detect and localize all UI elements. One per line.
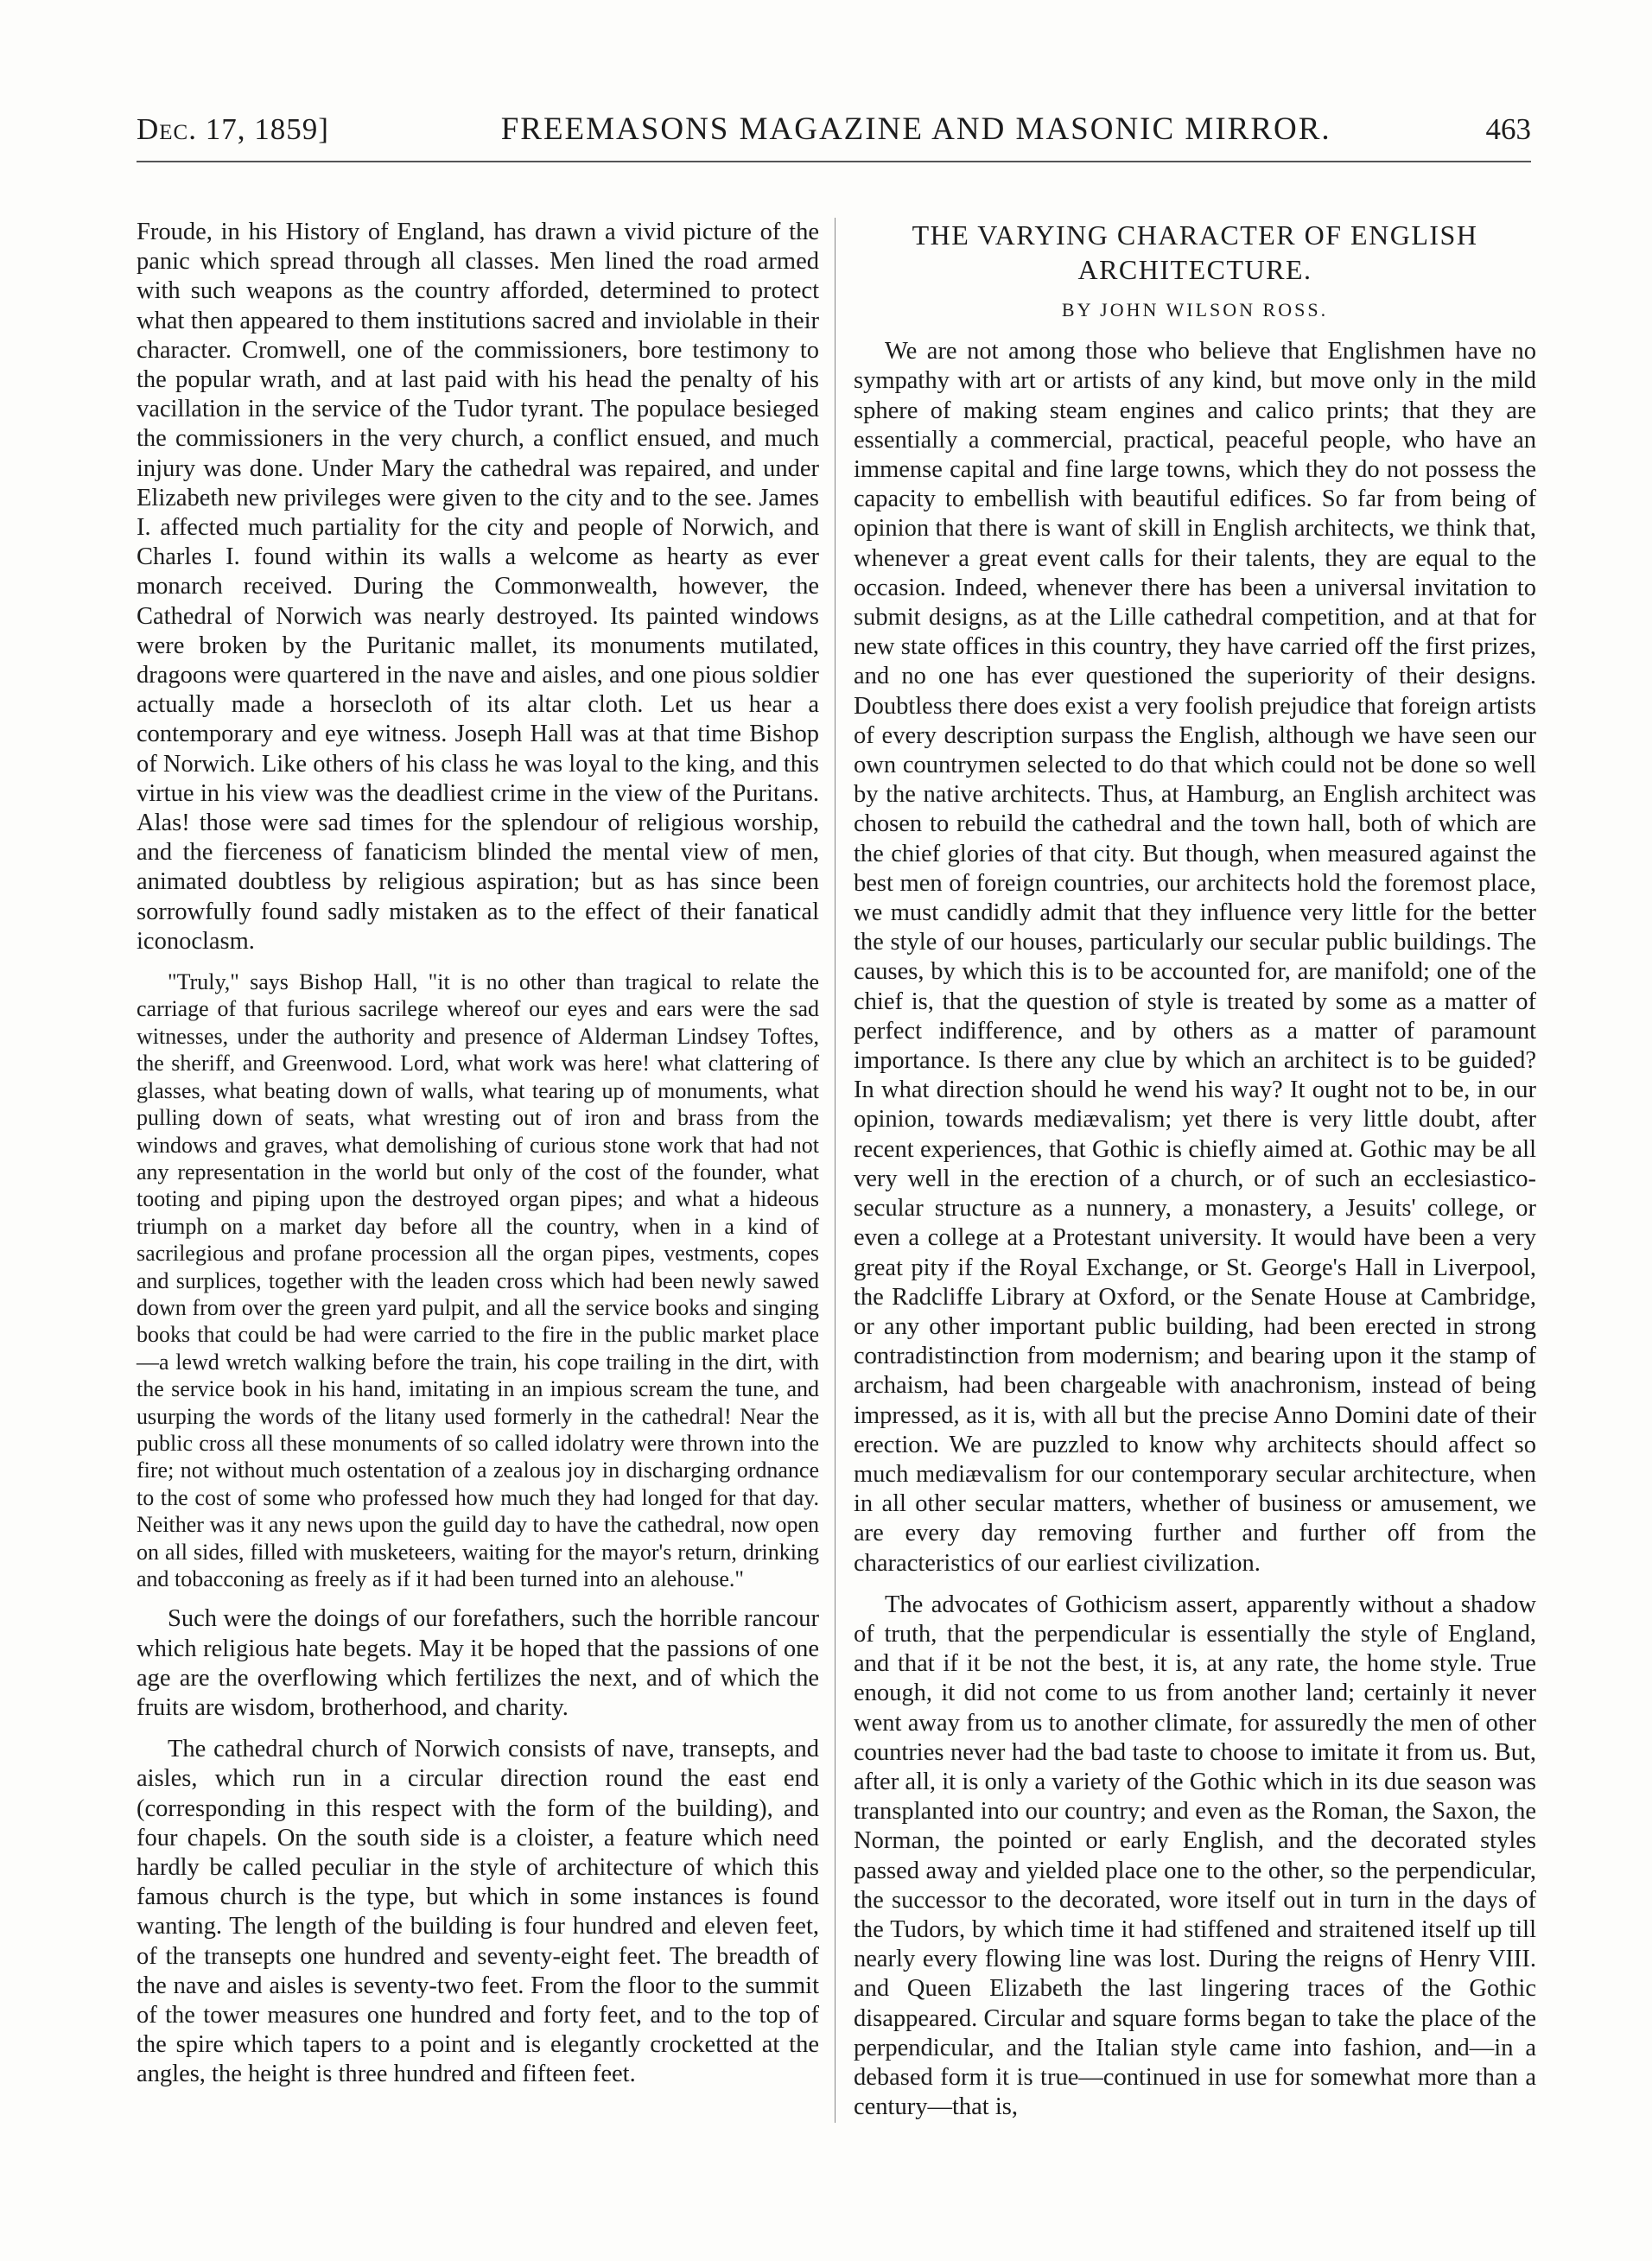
quote-paragraph: "Truly," says Bishop Hall, "it is no other than tragical to relate the carriage of that furious sacrilege whereof our eyes and ears were the sad witnesses, under the authority and presence of Alderman Lindsey Toftes, the sheriff, and Greenwood. Lord, what work was here! what clattering of glasses, what beating down of walls, what tearing up of monuments, what pulling down of seats, what wresting out of iron and brass from the windows and graves, what demolishing of curious stone work that had not any representation in the world but only of the cost of the founder, what tooting and piping upon the destroyed organ pipes; and what a hideous triumph on a market day before all the country, when in a kind of sacrilegious and profane procession all the organ pipes, vestments, copes and surplices, together with the leaden cross which had been newly sawed down from over the green yard pulpit, and all the service books and singing books that could be had were carried to the fire in the public market place—a lewd wretch walking before the train, his cope trailing in the dirt, with the service book in his hand, imitating in an impious scream the tune, and usurping the words of the litany used formerly in the cathedral! Near the public cross all these monuments of so called idolatry were thrown into the fire; not without much ostentation of a zealous joy in discharging ordnance to the cost of some who professed how much they had longed for that day. Neither was it any news upon the guild day to have the cathedral, now open on all sides, filled with musketeers, waiting for the mayor's return, drinking and tobacconing as freely as if it had been turned into an alehouse.": [137, 969, 819, 1592]
article-byline: BY JOHN WILSON ROSS.: [1061, 299, 1329, 321]
paragraph: The advocates of Gothicism assert, apparently without a shadow of truth, that the perpendicular is essentially the style of England, and that if it be not the best, it is, at any rate, the home style. True enough, it did not come to us from another land; certainly it never went away from us to another climate, for assuredly the men of other countries never had the bad taste to choose to imitate it from us. But, after all, it is only a variety of the Gothic which in its due season was transplanted into our country; and even as the Roman, the Saxon, the Norman, the pointed or early English, and the decorated styles passed away and yielded place one to the other, so the perpendicular, the successor to the decorated, wore itself out in turn in the days of the Tudors, by which time it had stiffened and straitened itself up till nearly every flowing line was lost. During the reigns of Henry VIII. and Queen Elizabeth the last lingering traces of the Gothic disappeared. Circular and square forms began to take the place of the perpendicular, and the Italian style came into fashion, and—in a debased form it is true—continued in use for somewhat more than a century—that is,: [854, 1591, 1536, 2121]
paragraph: We are not among those who believe that Englishmen have no sympathy with art or artists of any kind, but move only in the mild sphere of making steam engines and calico prints; that they are essentially a commercial, practical, peaceful people, who have an immense capital and fine large towns, which they do not possess the capacity to embellish with beautiful edifices. So far from being of opinion that there is want of skill in English architects, we think that, whenever a great event calls for their talents, they are equal to the occasion. Indeed, whenever there has been a universal invitation to submit designs, as at the Lille cathedral competition, and at that for new state offices in this country, they have carried off the first prizes, and no one has ever questioned the superiority of their designs. Doubtless there does exist a very foolish prejudice that foreign artists of every description surpass the English, although we have seen our own countrymen selected to do that which could not be done so well by the native architects. Thus, at Hamburg, an English architect was chosen to rebuild the cathedral and the town hall, both of which are the chief glories of that city. But though, when measured against the best men of foreign countries, our architects hold the foremost place, we must candidly admit that they influence very little for the better the style of our houses, particularly our secular public buildings. The causes, by which this is to be accounted for, are manifold; one of the chief is, that the question of style is treated by some as a matter of perfect indifference, and by others as a matter of paramount importance. Is there any clue by which an architect is to be guided? In what direction should he wend his way? It ought not to be, in our opinion, towards mediævalism; yet there is very little doubt, after recent experiences, that Gothic is chiefly aimed at. Gothic may be all very well in the erection of a church, or of such an ecclesiastico-secular structure as a nunnery, a monastery, a Jesuits' college, or even a college at a Protestant university. It would have been a very great pity if the Royal Exchange, or St. George's Hall in Liverpool, the Radcliffe Library at Oxford, or the Senate House at Cambridge, or any other important public building, had been erected in strong contradistinction from modernism; and bearing upon it the stamp of archaism, had been chargeable with anachronism, instead of being impressed, as it is, with all but the precise Anno Domini date of their erection. We are puzzled to know why architects should affect so much mediævalism for our contemporary secular architecture, when in all other secular matters, whether of business or amusement, we are every day removing further and further off from the characteristics of our earliest civilization.: [854, 338, 1536, 1577]
article-title: THE VARYING CHARACTER OF ENGLISH ARCHITECTURE.: [912, 219, 1478, 285]
column-divider: [835, 218, 836, 2123]
magazine-title: FREEMASONS MAGAZINE AND MASONIC MIRROR.: [500, 111, 1331, 147]
left-column: [137, 218, 819, 2166]
right-column: [854, 218, 1536, 2166]
issue-date: Dec. 17, 1859]: [137, 112, 329, 146]
header-rule: [137, 161, 1531, 162]
paragraph: The cathedral church of Norwich consists of nave, transepts, and aisles, which run in a circular direction round the east end (corresponding in this respect with the form of the building), and four chapels. On the south side is a cloister, a feature which need hardly be called peculiar in the style of architecture of which this famous church is the type, but which in some instances is found wanting. The length of the building is four hundred and eleven feet, of the transepts one hundred and seventy-eight feet. The breadth of the nave and aisles is seventy-two feet. From the floor to the summit of the tower measures one hundred and forty feet, and to the top of the spire which tapers to a point and is elegantly crocketted at the angles, the height is three hundred and fifteen feet.: [137, 1736, 819, 2088]
paragraph: Such were the doings of our forefathers, such the horrible rancour which religious hate begets. May it be hoped that the passions of one age are the overflowing which fertilizes the next, and of which the fruits are wisdom, brotherhood, and charity.: [137, 1605, 819, 1722]
page-number: 463: [1485, 112, 1531, 146]
running-head: [137, 111, 1531, 156]
paragraph: Froude, in his History of England, has drawn a vivid picture of the panic which spread through all classes. Men lined the road armed with such weapons as the country afforded, determined to protect what then appeared to them institutions sacred and inviolable in their character. Cromwell, one of the commissioners, bore testimony to the popular wrath, and at last paid with his head the penalty of his vacillation in the service of the Tudor tyrant. The populace besieged the commissioners in the very church, a conflict ensued, and much injury was done. Under Mary the cathedral was repaired, and under Elizabeth new privileges were given to the city and to the see. James I. affected much partiality for the city and people of Norwich, and Charles I. found within its walls a welcome as hearty as ever monarch received. During the Commonwealth, however, the Cathedral of Norwich was nearly destroyed. Its painted windows were broken by the Puritanic mallet, its monuments mutilated, dragoons were quartered in the nave and aisles, and one pious soldier actually made a horsecloth of its altar cloth. Let us hear a contemporary and eye witness. Joseph Hall was at that time Bishop of Norwich. Like others of his class he was loyal to the king, and this virtue in his view was the deadliest crime in the view of the Puritans. Alas! those were sad times for the splendour of religious worship, and the fierceness of fanaticism blinded the mental view of men, animated doubtless by religious aspiration; but as has since been sorrowfully found sadly mistaken as to the effect of their fanatical iconoclasm.: [137, 219, 819, 955]
